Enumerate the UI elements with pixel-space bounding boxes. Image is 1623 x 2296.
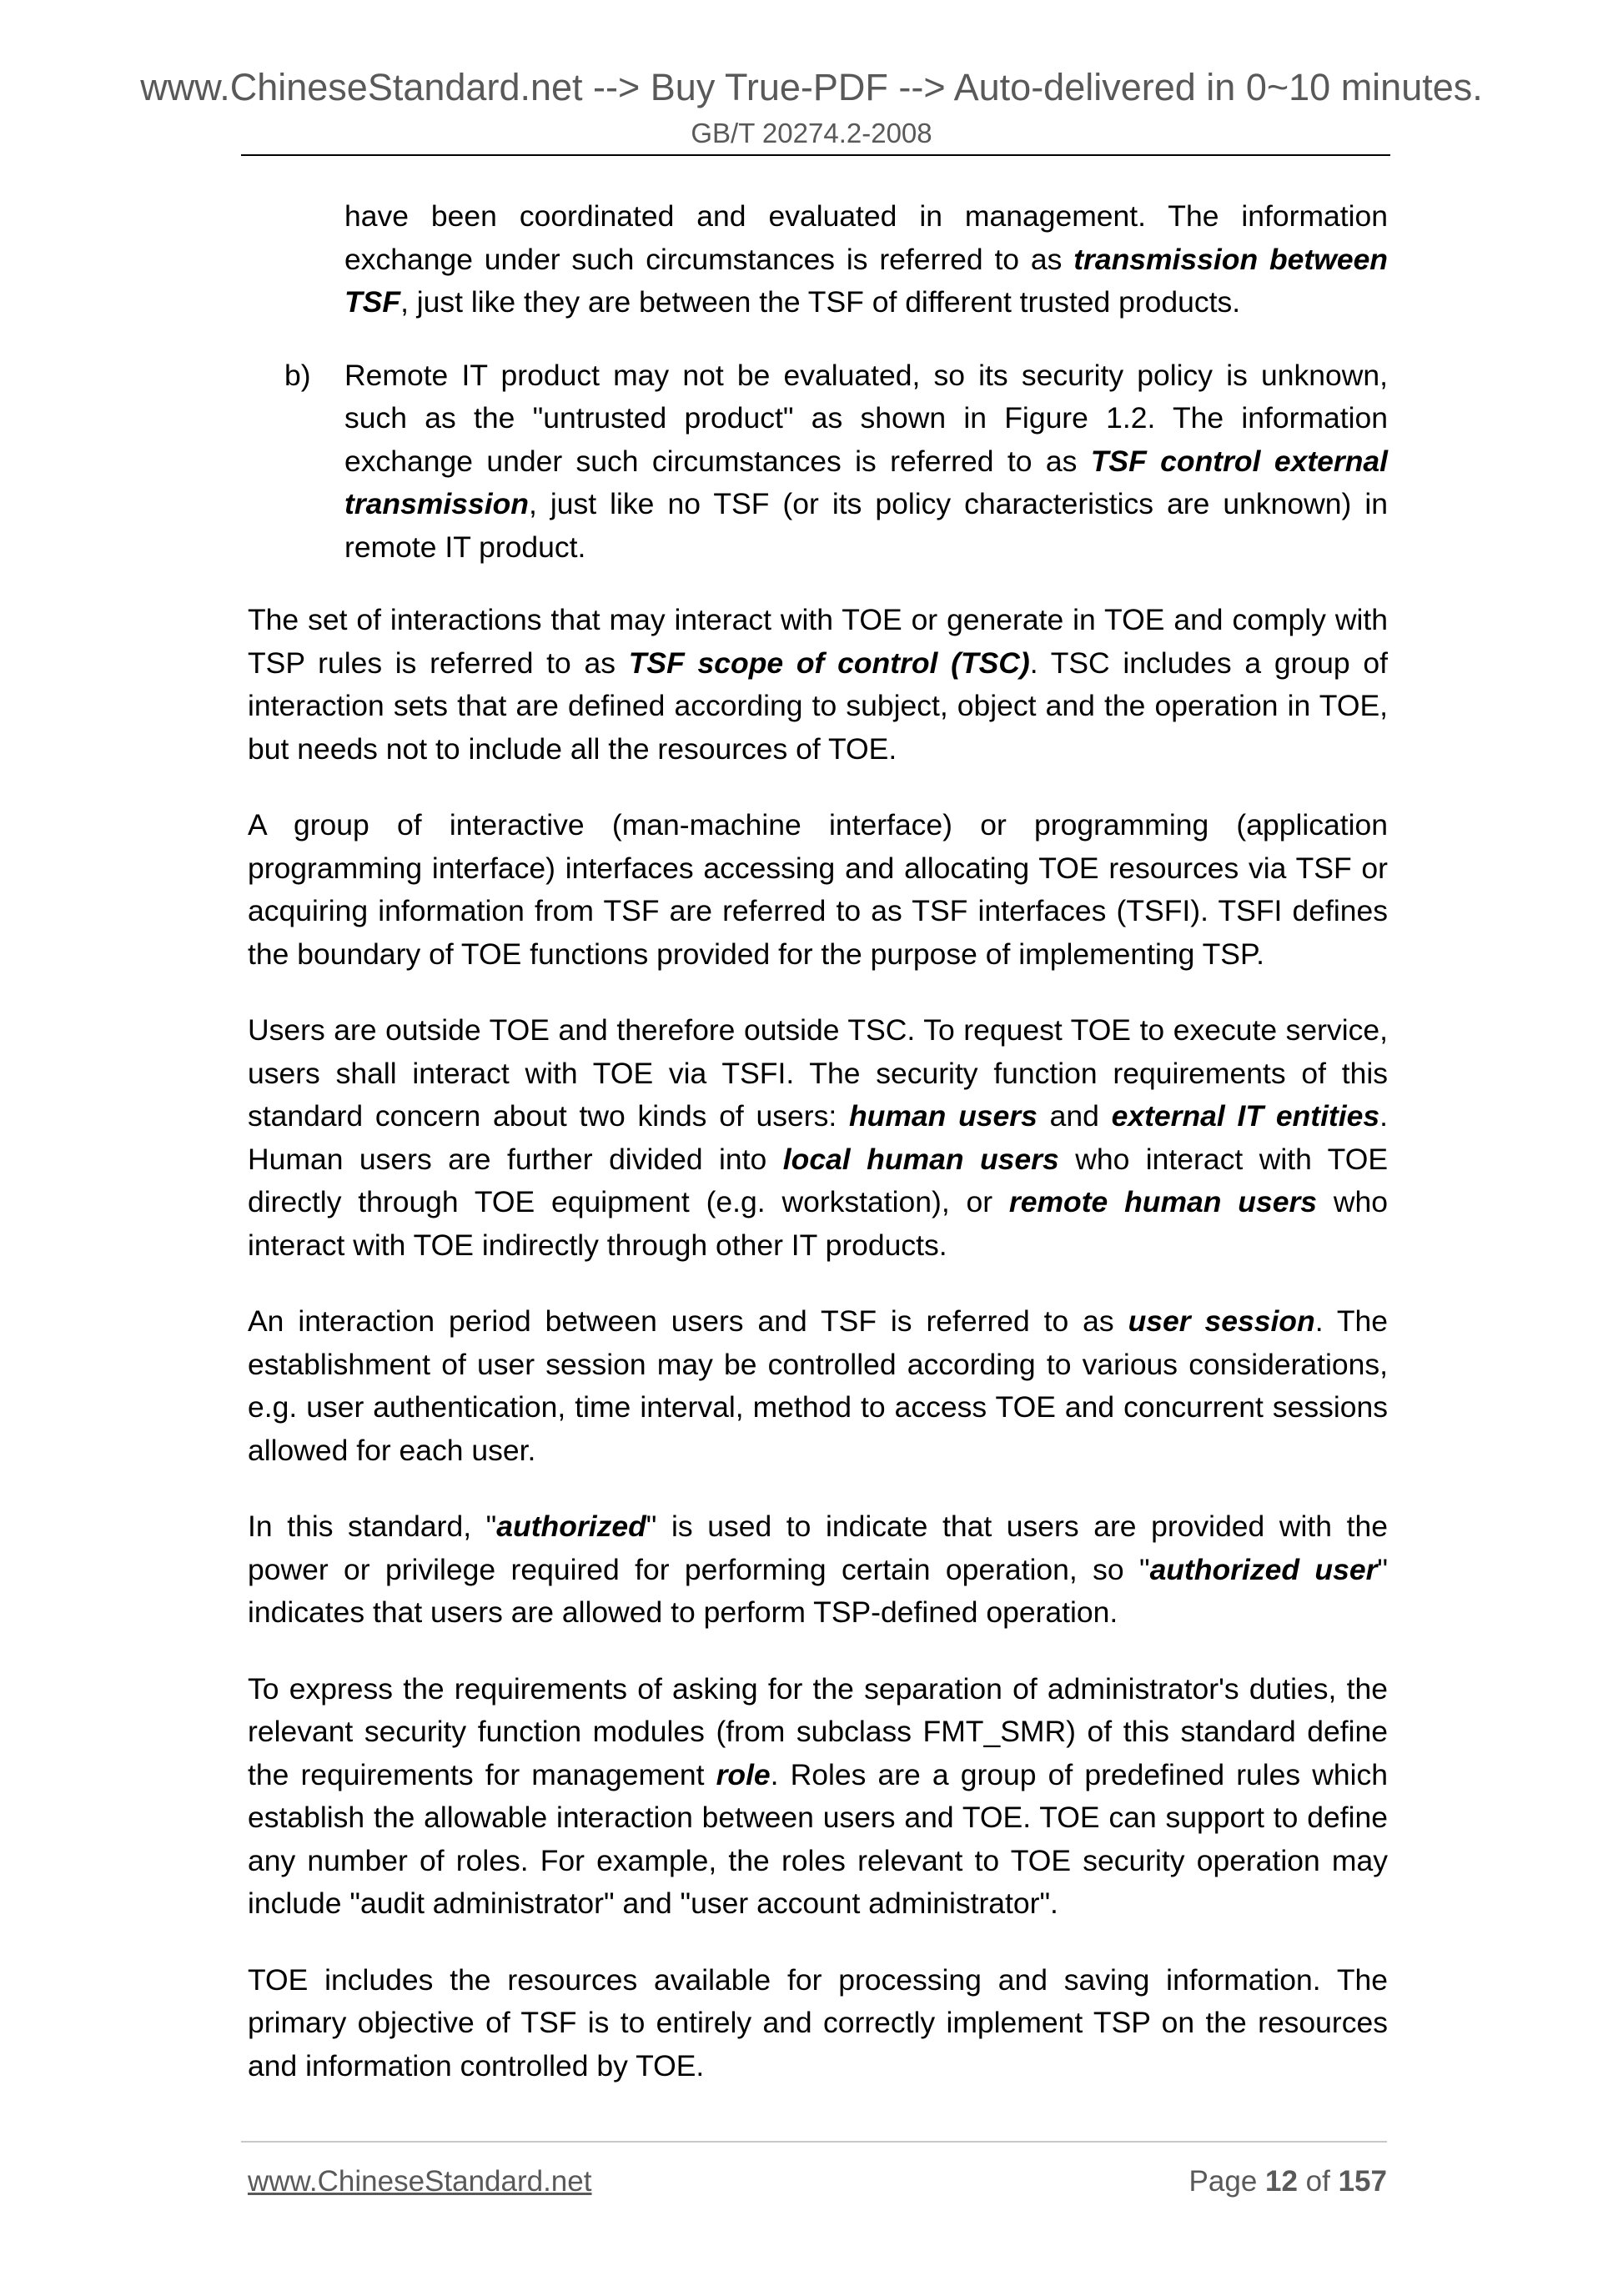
text-run: . Human users are further divided into <box>248 1099 1388 1176</box>
term-external-it-entities: external IT entities <box>1111 1099 1380 1133</box>
page-total: 157 <box>1338 2165 1387 2198</box>
term-user-session: user session <box>1128 1304 1315 1338</box>
text-run: and <box>1037 1099 1112 1133</box>
text-run: , just like no TSF (or its policy characteristics are unknown) in remote IT product. <box>344 487 1388 564</box>
page-number <box>1189 2165 1387 2198</box>
text-run: An interaction period between users and TSF is referred to as <box>248 1304 1128 1338</box>
list-item-a-continuation <box>248 195 1388 324</box>
text-run: " is used to indicate that users are provided with the power or privilege required for performing certain operation, so " <box>248 1510 1388 1586</box>
term-human-users: human users <box>848 1099 1038 1133</box>
footer-divider <box>241 2141 1387 2143</box>
term-authorized: authorized <box>496 1510 646 1543</box>
page-current: 12 <box>1265 2165 1298 2198</box>
text-run: who interact with TOE indirectly through other IT products. <box>248 1185 1388 1262</box>
term-tsc: TSF scope of control (TSC) <box>628 646 1030 680</box>
text-run: " indicates that users are allowed to perform TSP-defined operation. <box>248 1552 1388 1629</box>
text-run: In this standard, " <box>248 1510 497 1543</box>
text-run: The set of interactions that may interact with TOE or generate in TOE and comply with TSP rules is referred to as <box>248 603 1388 680</box>
header-banner: www.ChineseStandard.net --> Buy True-PDF --> Auto-delivered in 0~10 minutes. <box>140 66 1483 108</box>
document-body <box>248 195 1388 2121</box>
paragraph-users <box>248 1009 1388 1267</box>
text-run: have been coordinated and evaluated in management. The information exchange under such circumstances is referred to as <box>344 199 1388 276</box>
text-run: Users are outside TOE and therefore outside TSC. To request TOE to execute service, users shall interact with TOE via TSFI. The security function requirements of this standard concern about two kinds of users: <box>248 1013 1388 1133</box>
text-run: , just like they are between the TSF of different trusted products. <box>400 285 1241 319</box>
page-prefix: Page <box>1188 2165 1266 2198</box>
term-local-human-users: local human users <box>782 1142 1059 1176</box>
page-of: of <box>1297 2165 1339 2198</box>
text-run: . The establishment of user session may be controlled according to various considerations, e.g. user authentication, time interval, method to access TOE and concurrent sessions allowed for each user. <box>248 1304 1388 1467</box>
paragraph-toe-resources: TOE includes the resources available for processing and saving information. The primary objective of TSF is to entirely and correctly implement TSP on the resources and information controlled by TOE. <box>248 1962 1388 2082</box>
text-run: . TSC includes a group of interaction sets that are defined according to subject, object and the operation in TOE, but needs not to include all the resources of TOE. <box>248 646 1388 766</box>
term-role: role <box>716 1757 771 1791</box>
header-divider <box>241 154 1390 156</box>
list-item-b <box>248 354 1388 570</box>
text-run: who interact with TOE directly through TOE equipment (e.g. workstation), or <box>248 1142 1388 1218</box>
term-remote-human-users: remote human users <box>1008 1185 1318 1218</box>
text-run: . Roles are a group of predefined rules which establish the allowable interaction between users and TOE. TOE can support to define any number of roles. For example, the roles relevant to TOE security operation may include "audit administrator" and "user account administrator". <box>248 1757 1389 1920</box>
paragraph-role <box>248 1668 1388 1926</box>
paragraph-tsc <box>248 599 1388 771</box>
text-run: To express the requirements of asking for the separation of administrator's duties, the relevant security function modules (from subclass FMT_SMR) of this standard define the requirements for management <box>248 1671 1388 1791</box>
standard-id: GB/T 20274.2-2008 <box>691 118 932 148</box>
term-tsf-control-external-transmission: TSF control external transmission <box>344 444 1388 520</box>
term-transmission-between-tsf: transmission between TSF <box>344 242 1388 319</box>
term-authorized-user: authorized user <box>1149 1552 1378 1586</box>
list-marker-b: b) <box>284 358 311 392</box>
paragraph-authorized <box>248 1505 1388 1635</box>
paragraph-tsfi: A group of interactive (man-machine interface) or programming (application programming interface) interfaces accessing and allocating TOE resources via TSF or acquiring information from TSF are referred to as TSF interfaces (TSFI). TSFI defines the boundary of TOE functions provided for the purpose of implementing TSP. <box>248 808 1388 971</box>
text-run: Remote IT product may not be evaluated, so its security policy is unknown, such as the "untrusted product" as shown in Figure 1.2. The information exchange under such circumstances is referred to as <box>344 358 1388 478</box>
footer-site-link[interactable]: www.ChineseStandard.net <box>248 2165 592 2198</box>
paragraph-user-session <box>248 1300 1388 1472</box>
